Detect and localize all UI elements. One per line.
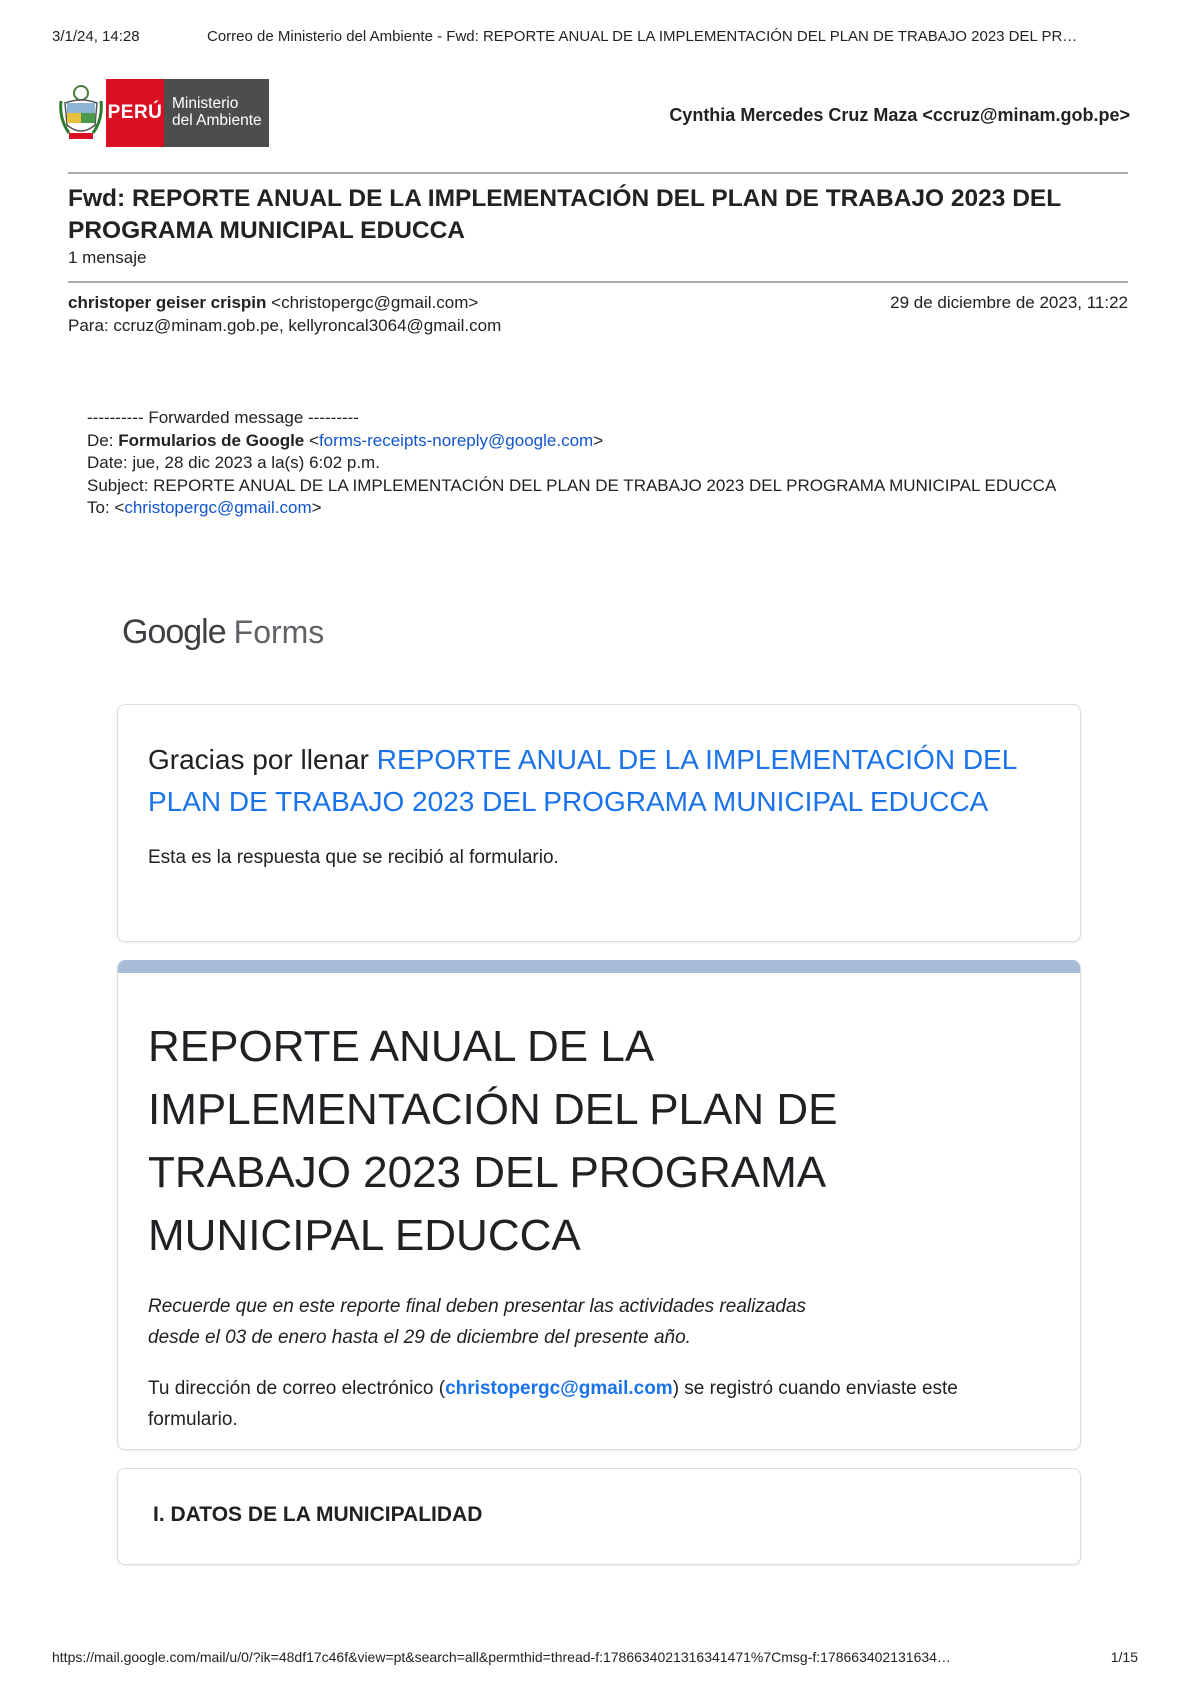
form-title-line: REPORTE ANUAL DE LA (148, 1022, 655, 1071)
thanks-prefix: Gracias por llenar (148, 744, 377, 775)
email-note-suffix: ) se registró cuando enviaste este formulario. (148, 1378, 958, 1430)
form-title-line: MUNICIPAL EDUCCA (148, 1211, 581, 1260)
forwarded-message-block (87, 407, 1090, 520)
confirmation-card (117, 704, 1081, 942)
google-wordmark: Google (122, 613, 226, 651)
recipients: Para: ccruz@minam.gob.pe, kellyroncal3064@gmail.com (68, 316, 502, 335)
form-description-line: Recuerde que en este reporte final deben presentar las actividades realizadas (148, 1296, 807, 1317)
forms-wordmark: Forms (233, 614, 325, 650)
forwarded-date: Date: jue, 28 dic 2023 a la(s) 6:02 p.m. (87, 453, 380, 472)
confirmation-thanks (148, 739, 1050, 823)
forwarded-from: De: Formularios de Google <forms-receipts-noreply@google.com> (87, 430, 604, 450)
email-recorded-note (148, 1373, 1050, 1435)
forwarded-to-label: To: < (87, 498, 125, 517)
forwarded-from-name: Formularios de Google (118, 430, 305, 450)
form-accent-bar (118, 960, 1080, 973)
message-count: 1 mensaje (68, 248, 147, 267)
form-title-line: IMPLEMENTACIÓN DEL PLAN DE (148, 1085, 838, 1134)
ministry-name-line1: Ministerio (172, 95, 239, 112)
forwarded-from-email-link[interactable]: forms-receipts-noreply@google.com (318, 430, 594, 450)
print-footer (52, 1649, 1138, 1665)
ministry-name-line2: del Ambiente (172, 112, 262, 129)
divider-messages (68, 281, 1128, 283)
print-document-title: Correo de Ministerio del Ambiente - Fwd: REPORTE ANUAL DE LA IMPLEMENTACIÓN DEL PLAN DE TRABAJO 2023 DEL PR… (207, 28, 1078, 45)
sender-email: <christopergc@gmail.com> (271, 293, 479, 312)
message-header (68, 293, 1128, 313)
message-date: 29 de diciembre de 2023, 11:22 (890, 293, 1128, 312)
form-title-link[interactable]: REPORTE ANUAL DE LA IMPLEMENTACIÓN DEL PLAN DE TRABAJO 2023 DEL PROGRAMA MUNICIPAL EDUCCA (148, 744, 1017, 817)
ministry-name-block (164, 79, 269, 147)
forwarded-from-label: De: (87, 430, 119, 450)
form-description (148, 1291, 1050, 1353)
forwarded-to (87, 497, 1090, 520)
peru-coat-of-arms-icon (56, 79, 106, 147)
form-header-card (117, 960, 1081, 1450)
print-header (52, 28, 1138, 45)
account-identity: Cynthia Mercedes Cruz Maza <ccruz@minam.gob.pe> (669, 105, 1130, 125)
google-forms-logo (122, 613, 324, 652)
email-note-prefix: Tu dirección de correo electrónico ( (148, 1378, 446, 1399)
divider-top (68, 172, 1128, 174)
form-description-line: desde el 03 de enero hasta el 29 de diciembre del presente año. (148, 1327, 691, 1348)
forwarded-to-close: > (311, 498, 322, 517)
respondent-email: christopergc@gmail.com (445, 1378, 673, 1399)
forwarded-to-email-link[interactable]: christopergc@gmail.com (124, 498, 312, 517)
print-page-number: 1/15 (1110, 1649, 1138, 1665)
section-card (117, 1468, 1081, 1565)
sender-name: christoper geiser crispin (68, 293, 267, 312)
form-title-line: TRABAJO 2023 DEL PROGRAMA (148, 1148, 827, 1197)
confirmation-note: Esta es la respuesta que se recibió al formulario. (148, 847, 559, 868)
peru-brand-block: PERÚ (106, 79, 164, 147)
thread-subject: Fwd: REPORTE ANUAL DE LA IMPLEMENTACIÓN DEL PLAN DE TRABAJO 2023 DEL PROGRAMA MUNICIPAL EDUCCA (68, 185, 1061, 244)
ministry-logo (56, 79, 269, 147)
section-title: I. DATOS DE LA MUNICIPALIDAD (153, 1503, 483, 1526)
form-title (148, 1015, 1050, 1267)
forwarded-subject: Subject: REPORTE ANUAL DE LA IMPLEMENTACIÓN DEL PLAN DE TRABAJO 2023 DEL PROGRAMA MUNICIPAL EDUCCA (87, 475, 1057, 495)
forwarded-header: ---------- Forwarded message --------- (87, 408, 359, 427)
print-timestamp: 3/1/24, 14:28 (52, 28, 140, 45)
print-url: https://mail.google.com/mail/u/0/?ik=48df17c46f&view=pt&search=all&permthid=thread-f:1786634021316341471%7Cmsg-f:178663402131634… (52, 1649, 951, 1665)
